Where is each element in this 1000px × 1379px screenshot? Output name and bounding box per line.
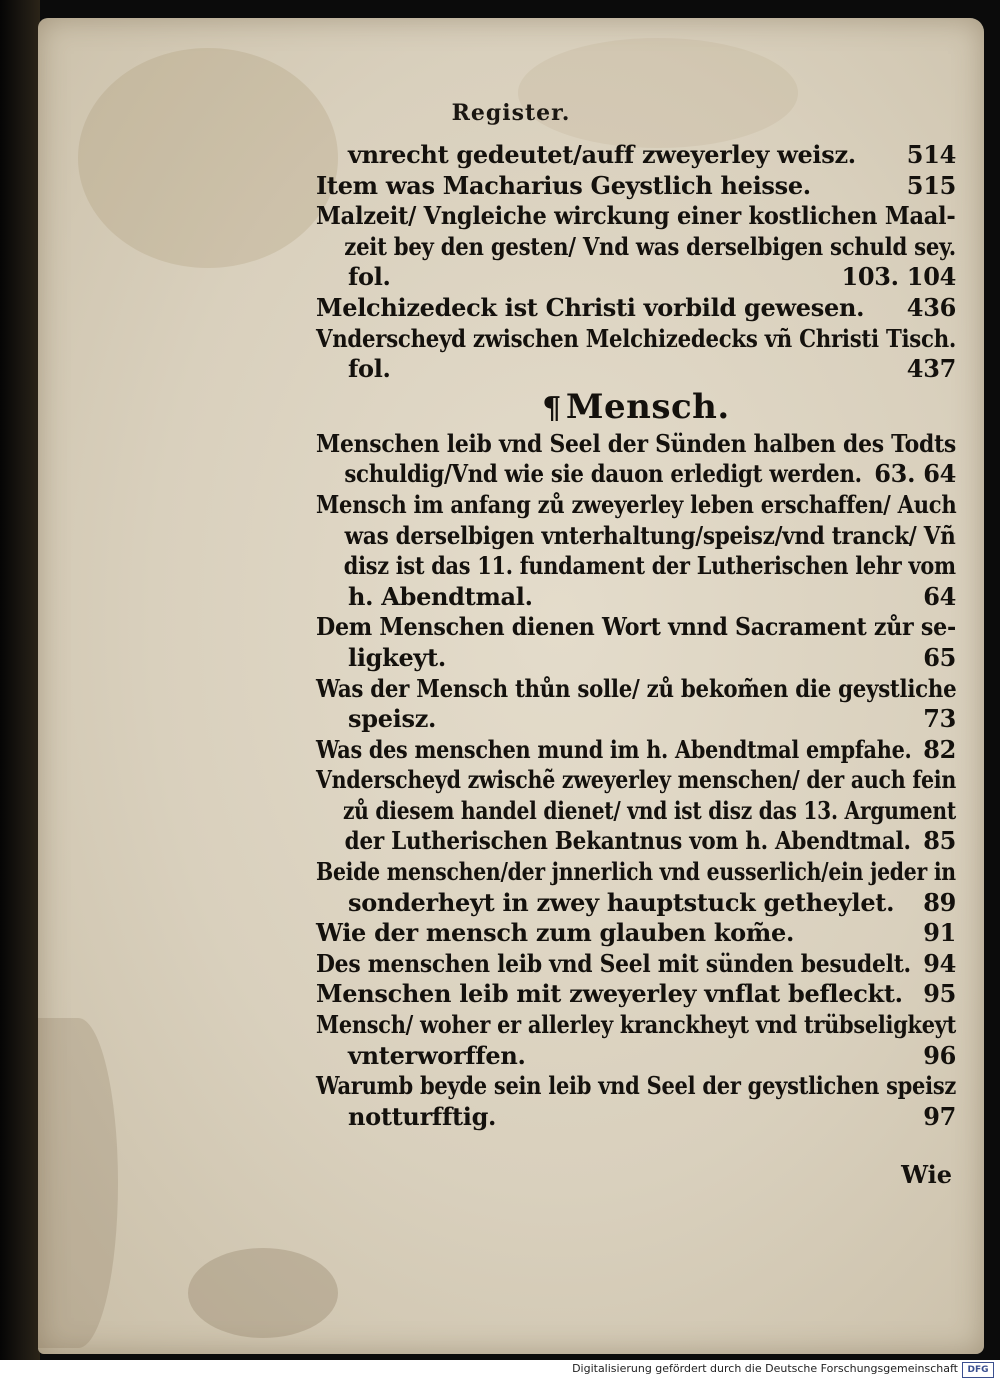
page-reference: 64 — [923, 581, 956, 611]
entry-text: Dem Menschen dienen Wort vnnd Sacrament zůr se- — [316, 612, 956, 642]
register-line — [316, 1041, 956, 1072]
register-line — [316, 171, 956, 202]
entry-text: sonderheyt in zwey hauptstuck getheylet. — [348, 887, 895, 917]
register-line — [316, 232, 956, 263]
register-line — [316, 704, 956, 735]
register-line — [316, 1102, 956, 1133]
running-head: Register. — [451, 100, 571, 126]
entry-text: Mensch im anfang zů zweyerley leben erschaffen/ Auch — [316, 489, 957, 519]
register-line — [316, 429, 956, 460]
register-line — [316, 765, 956, 796]
register-line — [316, 1071, 956, 1102]
page-reference: 73 — [923, 704, 956, 734]
register-line — [316, 582, 956, 613]
footer-bar — [0, 1360, 1000, 1379]
entry-text: zeit bey den gesten/ Vnd was derselbigen schuld sey. — [344, 231, 956, 261]
register-line — [316, 888, 956, 919]
entry-text: Vnderscheyd zwischen Melchizedecks vñ Christi Tisch. — [316, 323, 957, 353]
register-line — [316, 324, 956, 355]
register-line — [316, 1010, 956, 1041]
page-reference: 94 — [923, 948, 956, 978]
entry-text: Was des menschen mund im h. Abendtmal empfahe. — [316, 734, 912, 764]
register-line — [316, 354, 956, 385]
register-line — [316, 201, 956, 232]
stain — [518, 38, 798, 148]
page-reference: 89 — [923, 887, 956, 917]
entry-text: der Lutherischen Bekantnus vom h. Abendtmal. — [344, 826, 911, 856]
dfg-logo: DFG — [962, 1362, 994, 1378]
section-heading — [316, 385, 956, 429]
entry-text: Melchizedeck ist Christi vorbild gewesen. — [316, 292, 865, 322]
page-reference: 95 — [923, 979, 956, 1009]
entry-text: Mensch/ woher er allerley kranckheyt vnd trübseligkeyt — [316, 1010, 957, 1040]
register-line — [316, 293, 956, 324]
register-line — [316, 459, 956, 490]
page-reference: 436 — [906, 292, 956, 322]
entry-text: h. Abendtmal. — [348, 581, 533, 611]
stain — [188, 1248, 338, 1338]
entry-text: fol. — [348, 262, 391, 292]
entry-text: ligkeyt. — [348, 642, 446, 672]
entry-text: Vnderscheyd zwischẽ zweyerley menschen/ der auch fein — [316, 765, 957, 795]
page-reference: 515 — [906, 170, 956, 200]
entry-text: vnrecht gedeutet/auff zweyerley weisz. — [348, 140, 856, 169]
register-line — [316, 521, 956, 552]
register-line — [316, 857, 956, 888]
register-line — [316, 826, 956, 857]
entry-text: Des menschen leib vnd Seel mit sünden besudelt. — [316, 948, 911, 978]
register-line — [316, 262, 956, 293]
footer-credit: Digitalisierung gefördert durch die Deutsche Forschungsgemeinschaft — [572, 1362, 958, 1375]
entry-text: Malzeit/ Vngleiche wirckung einer kostlichen Maal- — [316, 201, 956, 231]
page-reference: 96 — [923, 1040, 956, 1070]
page-reference: 65 — [923, 642, 956, 672]
book-page — [38, 18, 984, 1354]
register-entries — [316, 140, 956, 1132]
entry-text: fol. — [348, 354, 391, 384]
page-reference: 103. 104 — [841, 262, 956, 292]
register-line — [316, 796, 956, 827]
page-reference: 514 — [906, 140, 956, 169]
entry-text: Warumb beyde sein leib vnd Seel der geystlichen speisz — [316, 1071, 957, 1101]
register-line — [316, 949, 956, 980]
entry-text: disz ist das 11. fundament der Lutherischen lehr vom — [343, 551, 956, 581]
page-reference: 85 — [923, 826, 956, 856]
register-line — [316, 979, 956, 1010]
page-reference: 97 — [923, 1101, 956, 1131]
register-line — [316, 140, 956, 171]
stain — [38, 1018, 118, 1348]
entry-text: Menschen leib vnd Seel der Sünden halben des Todts — [316, 428, 956, 458]
page-reference: 82 — [923, 734, 956, 764]
register-line — [316, 612, 956, 643]
page-reference: 63. 64 — [874, 459, 956, 489]
catchword: Wie — [901, 1160, 952, 1189]
pilcrow-icon: ¶ — [542, 390, 562, 426]
entry-text: Wie der mensch zum glauben kom̃e. — [316, 918, 795, 948]
register-line — [316, 490, 956, 521]
register-line — [316, 551, 956, 582]
entry-text: Item was Macharius Geystlich heisse. — [316, 170, 811, 200]
register-line — [316, 735, 956, 766]
register-line — [316, 918, 956, 949]
entry-text: zů diesem handel dienet/ vnd ist disz das 13. Argument — [342, 795, 956, 825]
entry-text: schuldig/Vnd wie sie dauon erledigt werden. — [344, 459, 862, 489]
entry-text: Was der Mensch thůn solle/ zů bekom̃en die geystliche — [316, 673, 957, 703]
entry-text: Menschen leib mit zweyerley vnflat befleckt. — [316, 979, 903, 1009]
entry-text: speisz. — [348, 704, 437, 734]
book-edge — [0, 0, 40, 1360]
entry-text: notturfftig. — [348, 1101, 497, 1131]
register-line — [316, 674, 956, 705]
page-reference: 437 — [906, 354, 956, 384]
page-reference: 91 — [923, 918, 956, 948]
entry-text: was derselbigen vnterhaltung/speisz/vnd tranck/ Vñ — [344, 520, 956, 550]
entry-text: vnterworffen. — [348, 1040, 526, 1070]
section-heading-text: Mensch. — [565, 386, 730, 427]
entry-text: Beide menschen/der jnnerlich vnd eusserlich/ein jeder in — [316, 857, 956, 887]
stain — [78, 48, 338, 268]
register-line — [316, 643, 956, 674]
